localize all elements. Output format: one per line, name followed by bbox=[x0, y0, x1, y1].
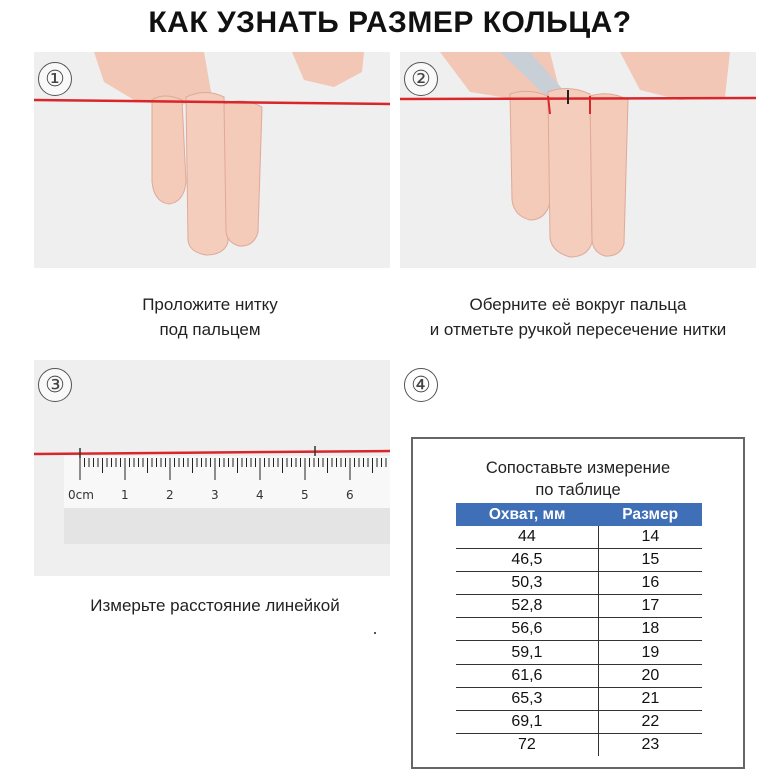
step-4-caption bbox=[413, 457, 743, 501]
table-row bbox=[456, 549, 702, 572]
header-girth: Охват, мм bbox=[456, 503, 598, 526]
size-cell: 20 bbox=[598, 664, 702, 687]
ruler-tick-label: 1 bbox=[121, 488, 129, 502]
girth-cell: 59,1 bbox=[456, 641, 598, 664]
size-cell: 21 bbox=[598, 687, 702, 710]
table-row bbox=[456, 710, 702, 733]
hand-thread-wrapped-illustration bbox=[400, 52, 756, 268]
girth-cell: 56,6 bbox=[456, 618, 598, 641]
step-2-number-badge: ② bbox=[404, 62, 438, 96]
table-row bbox=[456, 687, 702, 710]
step-3-photo bbox=[34, 360, 390, 576]
girth-cell: 61,6 bbox=[456, 664, 598, 687]
step-1-caption-line-2: под пальцем bbox=[159, 320, 261, 339]
ruler-tick-label: 6 bbox=[346, 488, 354, 502]
hand-thread-under-fingers-illustration bbox=[34, 52, 390, 268]
table-row bbox=[456, 641, 702, 664]
ruler-measurement-illustration bbox=[34, 360, 390, 576]
size-cell: 15 bbox=[598, 549, 702, 572]
size-cell: 22 bbox=[598, 710, 702, 733]
table-row bbox=[456, 595, 702, 618]
header-size: Размер bbox=[598, 503, 702, 526]
ring-size-table bbox=[456, 503, 702, 756]
ruler-tick-label: 3 bbox=[211, 488, 219, 502]
step-3-caption-line-1: Измерьте расстояние линейкой bbox=[90, 596, 340, 615]
step-2-photo bbox=[400, 52, 756, 268]
step-4-number-badge: ④ bbox=[404, 368, 438, 402]
step-1-caption bbox=[70, 292, 350, 342]
girth-cell: 46,5 bbox=[456, 549, 598, 572]
page-title: КАК УЗНАТЬ РАЗМЕР КОЛЬЦА? bbox=[148, 6, 632, 39]
girth-cell: 69,1 bbox=[456, 710, 598, 733]
size-cell: 17 bbox=[598, 595, 702, 618]
girth-cell: 52,8 bbox=[456, 595, 598, 618]
step-4-caption-line-1: Сопоставьте измерение bbox=[485, 459, 671, 477]
step-1-number-badge: ① bbox=[38, 62, 72, 96]
step-3-caption bbox=[50, 593, 380, 618]
table-row bbox=[456, 664, 702, 687]
size-cell: 19 bbox=[598, 641, 702, 664]
step-2-caption-line-1: Оберните её вокруг пальца bbox=[469, 295, 687, 314]
step-1-photo bbox=[34, 52, 390, 268]
table-row bbox=[456, 733, 702, 756]
size-cell: 23 bbox=[641, 735, 660, 753]
size-cell: 16 bbox=[598, 572, 702, 595]
step-2-caption bbox=[393, 292, 763, 342]
step-1-caption-line-1: Проложите нитку bbox=[142, 295, 278, 314]
ruler-tick-label: 5 bbox=[301, 488, 309, 502]
step-2-caption-line-2: и отметьте ручкой пересечение нитки bbox=[429, 320, 727, 339]
decorative-dot bbox=[374, 632, 376, 634]
step-3-number-badge: ③ bbox=[38, 368, 72, 402]
girth-cell: 65,3 bbox=[456, 687, 598, 710]
size-table-card bbox=[411, 437, 745, 769]
step-4-caption-line-2: по таблице bbox=[535, 481, 621, 499]
girth-cell: 50,3 bbox=[456, 572, 598, 595]
ruler-tick-label: 2 bbox=[166, 488, 174, 502]
girth-cell: 72 bbox=[456, 733, 598, 756]
table-row bbox=[456, 526, 702, 549]
table-row bbox=[456, 618, 702, 641]
size-cell: 18 bbox=[598, 618, 702, 641]
girth-cell: 44 bbox=[456, 526, 598, 549]
table-header-row bbox=[456, 503, 702, 526]
ruler-tick-label: 4 bbox=[256, 488, 264, 502]
table-row bbox=[456, 572, 702, 595]
size-cell: 14 bbox=[598, 526, 702, 549]
ruler-unit-label: 0cm bbox=[68, 488, 94, 502]
